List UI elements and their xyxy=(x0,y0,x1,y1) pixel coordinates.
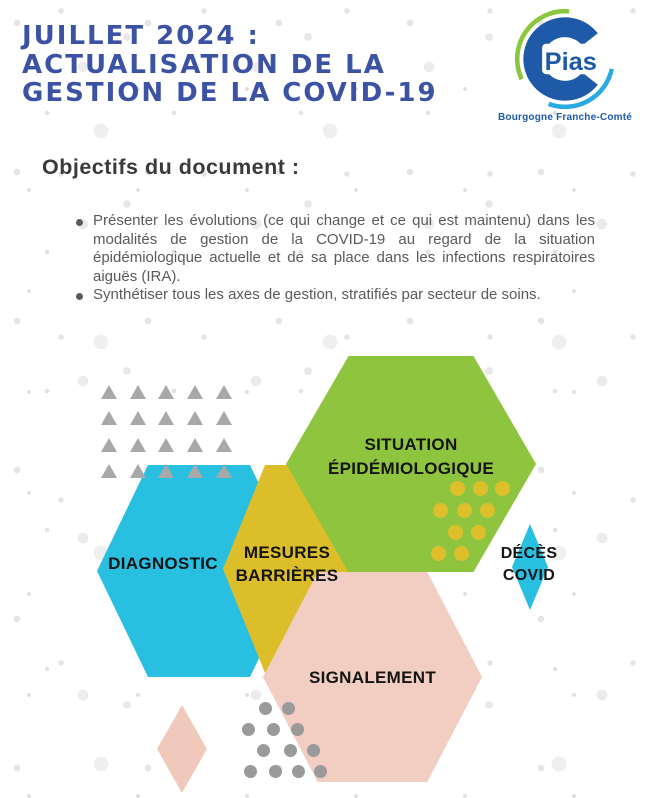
triangle-icon xyxy=(187,438,203,452)
triangle-icon xyxy=(216,438,232,452)
label-line: SITUATION xyxy=(364,435,458,454)
gray-dot-icon xyxy=(284,744,297,757)
label-mesures-barrieres xyxy=(217,541,357,587)
title-line-3: GESTION DE LA COVID-19 xyxy=(22,78,438,108)
objectives-list xyxy=(71,212,595,305)
cpias-logo-icon xyxy=(505,8,625,112)
label-line: DIAGNOSTIC xyxy=(108,554,218,573)
triangle-icon xyxy=(158,438,174,452)
gray-dot-icon xyxy=(267,723,280,736)
section-heading: Objectifs du document : xyxy=(42,155,300,179)
title-line-1: JUILLET 2024 : xyxy=(22,21,260,51)
triangle-icon xyxy=(101,464,117,478)
gray-dot-icon xyxy=(259,702,272,715)
triangle-icon xyxy=(187,411,203,425)
label-line: DÉCÈS xyxy=(500,545,558,562)
gray-dot-icon xyxy=(269,765,282,778)
bullet-item-1: Présenter les évolutions (ce qui change et ce qui est maintenu) dans les modalités de gestion de la COVID-19 au regard de la situation épidémiologique actuelle et de sa place dans les infections respiratoires aiguës (IRA). xyxy=(71,212,595,286)
bullet-item-2: Synthétiser tous les axes de gestion, stratifiés par secteur de soins. xyxy=(71,286,595,305)
gray-dot-icon xyxy=(257,744,270,757)
triangle-icon xyxy=(216,411,232,425)
logo-pias-text: Pias xyxy=(544,48,597,77)
triangle-icon xyxy=(187,385,203,399)
triangle-icon xyxy=(130,385,146,399)
label-line: ÉPIDÉMIOLOGIQUE xyxy=(327,459,495,478)
triangle-icon xyxy=(216,385,232,399)
label-situation-epidemiologique xyxy=(286,433,536,481)
label-deces-covid xyxy=(479,543,579,587)
pink-diamond-decor-icon xyxy=(157,705,207,793)
label-line: SIGNALEMENT xyxy=(308,668,437,687)
triangle-icon xyxy=(130,438,146,452)
triangle-icon xyxy=(101,438,117,452)
logo-region-text: Bourgogne Franche-Comté xyxy=(497,112,633,123)
gray-dot-icon xyxy=(242,723,255,736)
page-title xyxy=(22,22,438,108)
triangle-icon xyxy=(101,385,117,399)
triangle-icon xyxy=(158,411,174,425)
gray-dot-icon xyxy=(244,765,257,778)
label-line: MESURES xyxy=(243,543,331,562)
triangle-icon xyxy=(130,411,146,425)
bullet-list xyxy=(71,212,595,305)
label-line: BARRIÈRES xyxy=(235,566,339,585)
triangle-icon xyxy=(158,385,174,399)
label-diagnostic xyxy=(88,554,238,574)
title-line-2: ACTUALISATION DE LA xyxy=(22,49,386,80)
label-line: COVID xyxy=(502,567,556,584)
gray-dot-icon xyxy=(292,765,305,778)
triangle-icon xyxy=(101,411,117,425)
label-signalement xyxy=(263,668,482,688)
